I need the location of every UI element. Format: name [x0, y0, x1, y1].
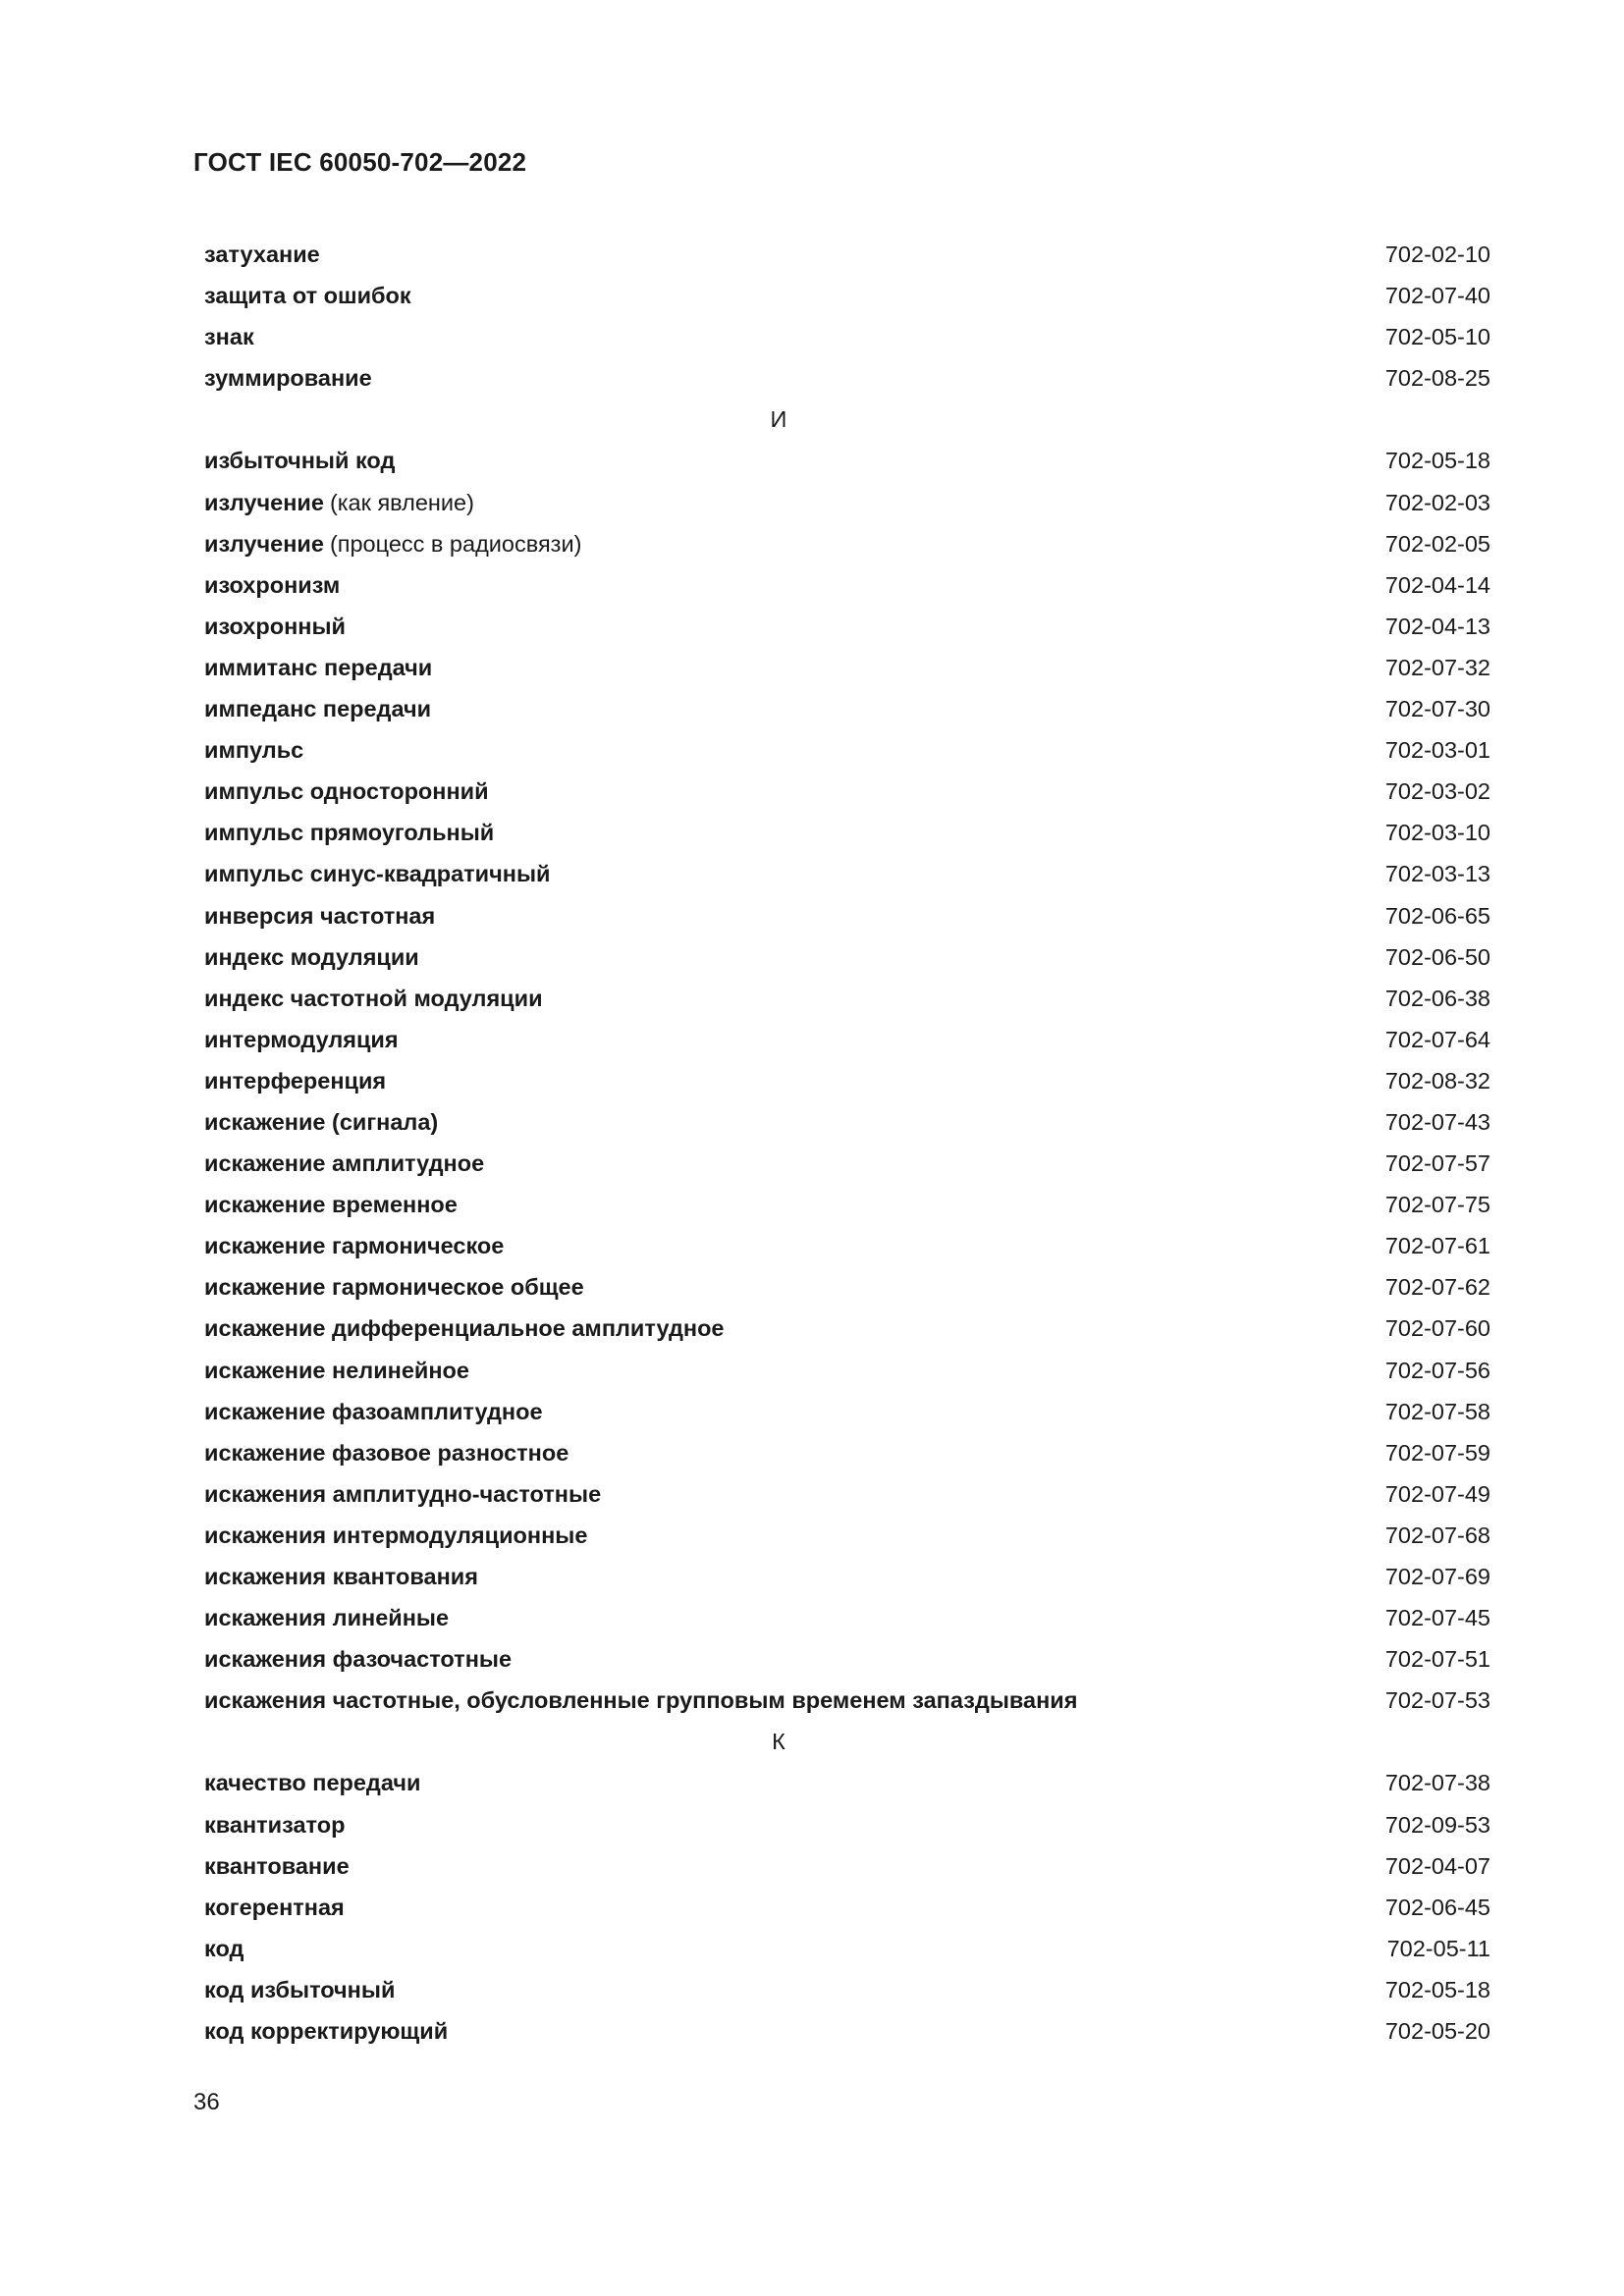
index-entry-text [204, 1597, 1373, 1638]
index-entry-text [204, 1804, 1373, 1845]
index-reference-number: 702-07-53 [1384, 1687, 1490, 1714]
index-letter-heading: К [772, 1729, 785, 1755]
index-reference-number: 702-06-50 [1384, 943, 1490, 970]
index-entry-text [204, 1473, 1373, 1515]
page-number: 36 [193, 2089, 220, 2115]
index-entry-text [204, 688, 1373, 729]
index-entry [204, 1638, 1490, 1680]
index-reference-number: 702-06-45 [1384, 1894, 1490, 1920]
index-reference-number: 702-07-68 [1384, 1522, 1490, 1548]
index-term: зуммирование [204, 365, 372, 392]
index-entry-text [204, 1225, 1373, 1266]
index-entry [204, 1969, 1490, 2010]
index-entry-text [204, 853, 1373, 894]
index-entry-text [204, 1515, 1373, 1556]
index-reference-number: 702-04-13 [1384, 613, 1490, 639]
index-term: излучение [204, 530, 324, 557]
index-term: импульс синус-квадратичный [204, 861, 551, 887]
index-reference-number: 702-07-38 [1384, 1770, 1490, 1796]
index-entry [204, 1225, 1490, 1266]
index-reference-number: 702-09-53 [1384, 1811, 1490, 1838]
index-entry [204, 275, 1490, 316]
index-entry [204, 2010, 1490, 2052]
index-term: избыточный код [204, 448, 396, 474]
index-term: интерференция [204, 1067, 387, 1094]
index-term: иммитанс передачи [204, 654, 433, 680]
index-reference-number: 702-02-10 [1384, 241, 1490, 267]
index-entry-text [204, 1845, 1373, 1887]
index-entry-text [204, 1887, 1373, 1928]
index-entry [204, 812, 1490, 853]
index-entry [204, 1680, 1490, 1721]
index-term: затухание [204, 241, 320, 267]
index-entry-text [204, 234, 1373, 275]
index-reference-number: 702-07-30 [1384, 696, 1490, 722]
index-entry-text [204, 771, 1373, 812]
index-term: искажение фазоамплитудное [204, 1398, 543, 1424]
index-term: искажения интермодуляционные [204, 1522, 588, 1548]
index-term: излучение [204, 489, 324, 515]
index-entry [204, 936, 1490, 978]
page-header: ГОСТ IEC 60050-702—2022 [193, 147, 527, 177]
index-entry [204, 523, 1490, 564]
index-term: искажение дифференциальное амплитудное [204, 1315, 725, 1342]
index-term: импеданс передачи [204, 696, 432, 722]
index-entry-text [204, 647, 1373, 688]
index-reference-number: 702-06-65 [1384, 902, 1490, 929]
index-entry [204, 1556, 1490, 1597]
index-entry-text [204, 564, 1373, 606]
index-entry [204, 1019, 1490, 1060]
index-reference-number: 702-03-10 [1384, 820, 1490, 846]
index-term: искажения амплитудно-частотные [204, 1480, 602, 1507]
index-reference-number: 702-06-38 [1384, 985, 1490, 1011]
index-term: индекс частотной модуляции [204, 985, 543, 1011]
index-entry [204, 688, 1490, 729]
index-term-qualifier: (процесс в радиосвязи) [329, 530, 582, 557]
index-entry-text [204, 1143, 1373, 1184]
index-entry-text [204, 440, 1373, 481]
index-entry-text [204, 523, 1373, 564]
index-reference-number: 702-03-02 [1384, 778, 1490, 805]
index-entry [204, 729, 1490, 771]
index-entry-text [204, 357, 1373, 399]
index-term: изохронный [204, 613, 346, 639]
index-entry-text [204, 1308, 1373, 1349]
index-reference-number: 702-04-07 [1384, 1852, 1490, 1879]
index-term: код корректирующий [204, 2018, 449, 2045]
index-reference-number: 702-07-40 [1384, 283, 1490, 309]
index-entry-text [204, 978, 1373, 1019]
index-reference-number: 702-07-57 [1384, 1150, 1490, 1177]
index-term: качество передачи [204, 1770, 421, 1796]
index-entry [204, 440, 1490, 481]
index-entry-text [204, 1060, 1373, 1101]
index-reference-number: 702-07-62 [1384, 1274, 1490, 1301]
index-entry [204, 1350, 1490, 1391]
index-entry [204, 1515, 1490, 1556]
index-term: квантизатор [204, 1811, 346, 1838]
index-entry [204, 234, 1490, 275]
index-term: искажение (сигнала) [204, 1108, 439, 1135]
index-reference-number: 702-08-25 [1384, 365, 1490, 392]
index-entry-text [204, 812, 1373, 853]
index-entry-text [204, 2010, 1373, 2052]
index-entry-text [204, 1556, 1373, 1597]
index-entry-text [204, 482, 1373, 523]
index-entry [204, 1308, 1490, 1349]
index-entry-text [204, 1019, 1373, 1060]
index-entry-text [204, 1762, 1373, 1803]
index-entry-text [204, 1266, 1373, 1308]
index-reference-number: 702-02-05 [1384, 530, 1490, 557]
index-term: изохронизм [204, 571, 341, 598]
index-entry-text [204, 316, 1373, 357]
index-entry [204, 1473, 1490, 1515]
alphabetical-index [204, 234, 1490, 2052]
index-entry-text [204, 1638, 1373, 1680]
index-entry [204, 316, 1490, 357]
index-entry-text [204, 1391, 1373, 1432]
index-entry-text [204, 1184, 1373, 1225]
index-term: защита от ошибок [204, 283, 411, 309]
index-reference-number: 702-07-51 [1384, 1646, 1490, 1673]
index-entry-text [204, 729, 1373, 771]
index-term: искажение временное [204, 1192, 458, 1218]
index-term: когерентная [204, 1894, 345, 1920]
index-term: искажения фазочастотные [204, 1646, 513, 1673]
index-reference-number: 702-05-18 [1384, 448, 1490, 474]
index-term: код избыточный [204, 1976, 396, 2002]
index-reference-number: 702-07-60 [1384, 1315, 1490, 1342]
index-term-qualifier: (как явление) [329, 489, 474, 515]
index-entry-text [204, 1928, 1373, 1969]
index-term: искажения линейные [204, 1605, 450, 1631]
index-term: интермодуляция [204, 1026, 399, 1052]
index-entry [204, 1432, 1490, 1473]
index-entry-text [204, 606, 1373, 647]
index-entry [204, 357, 1490, 399]
index-reference-number: 702-07-49 [1384, 1480, 1490, 1507]
index-term: код [204, 1935, 244, 1961]
index-reference-number: 702-03-01 [1384, 737, 1490, 764]
index-term: искажение гармоническое [204, 1233, 505, 1259]
index-reference-number: 702-07-69 [1384, 1564, 1490, 1589]
index-entry [204, 1762, 1490, 1803]
index-entry-text [204, 895, 1373, 936]
index-reference-number: 702-05-20 [1384, 2018, 1490, 2045]
index-entry [204, 978, 1490, 1019]
index-reference-number: 702-07-43 [1384, 1108, 1490, 1135]
index-term: искажение фазовое разностное [204, 1439, 569, 1466]
index-entry [204, 1845, 1490, 1887]
index-term: искажение нелинейное [204, 1357, 469, 1383]
index-reference-number: 702-05-10 [1384, 324, 1490, 350]
index-term: искажение гармоническое общее [204, 1274, 584, 1301]
index-entry [204, 1804, 1490, 1845]
index-reference-number: 702-05-18 [1384, 1976, 1490, 2002]
index-term: инверсия частотная [204, 902, 436, 929]
index-entry [204, 1597, 1490, 1638]
index-entry [204, 1060, 1490, 1101]
index-entry [204, 1184, 1490, 1225]
index-entry-text [204, 1101, 1373, 1143]
index-reference-number: 702-08-32 [1384, 1067, 1490, 1094]
index-reference-number: 702-07-58 [1384, 1398, 1490, 1424]
index-term: индекс модуляции [204, 943, 419, 970]
index-entry [204, 1266, 1490, 1308]
index-term: импульс односторонний [204, 778, 489, 805]
index-term: квантование [204, 1852, 350, 1879]
index-reference-number: 702-07-56 [1384, 1357, 1490, 1383]
index-term: знак [204, 324, 254, 350]
index-entry [204, 895, 1490, 936]
index-entry-text [204, 275, 1373, 316]
index-entry [204, 771, 1490, 812]
index-reference-number: 702-07-61 [1384, 1233, 1490, 1259]
index-reference-number: 702-07-59 [1384, 1439, 1490, 1466]
index-entry-text [204, 1350, 1373, 1391]
index-entry [204, 1391, 1490, 1432]
index-entry [204, 647, 1490, 688]
index-entry [204, 482, 1490, 523]
index-reference-number: 702-07-75 [1384, 1192, 1490, 1218]
index-entry-text [204, 1969, 1373, 2010]
index-reference-number: 702-03-13 [1384, 861, 1490, 887]
index-entry-text [204, 1680, 1373, 1721]
index-entry [204, 606, 1490, 647]
index-term: искажения квантования [204, 1564, 478, 1589]
index-letter-heading: И [770, 406, 787, 433]
index-term: искажения частотные, обусловленные групповым временем запаздывания [204, 1687, 1078, 1714]
index-reference-number: 702-05-11 [1386, 1935, 1490, 1961]
index-entry [204, 564, 1490, 606]
index-entry [204, 1101, 1490, 1143]
index-term: импульс прямоугольный [204, 820, 495, 846]
index-entry [204, 1928, 1490, 1969]
index-reference-number: 702-07-64 [1384, 1026, 1490, 1052]
index-term: искажение амплитудное [204, 1150, 485, 1177]
index-reference-number: 702-04-14 [1384, 571, 1490, 598]
index-entry-text [204, 936, 1373, 978]
index-entry [204, 853, 1490, 894]
index-entry [204, 1887, 1490, 1928]
index-entry-text [204, 1432, 1373, 1473]
index-reference-number: 702-07-32 [1384, 654, 1490, 680]
index-reference-number: 702-07-45 [1384, 1605, 1490, 1631]
index-term: импульс [204, 737, 304, 764]
index-reference-number: 702-02-03 [1384, 489, 1490, 515]
index-entry [204, 1143, 1490, 1184]
